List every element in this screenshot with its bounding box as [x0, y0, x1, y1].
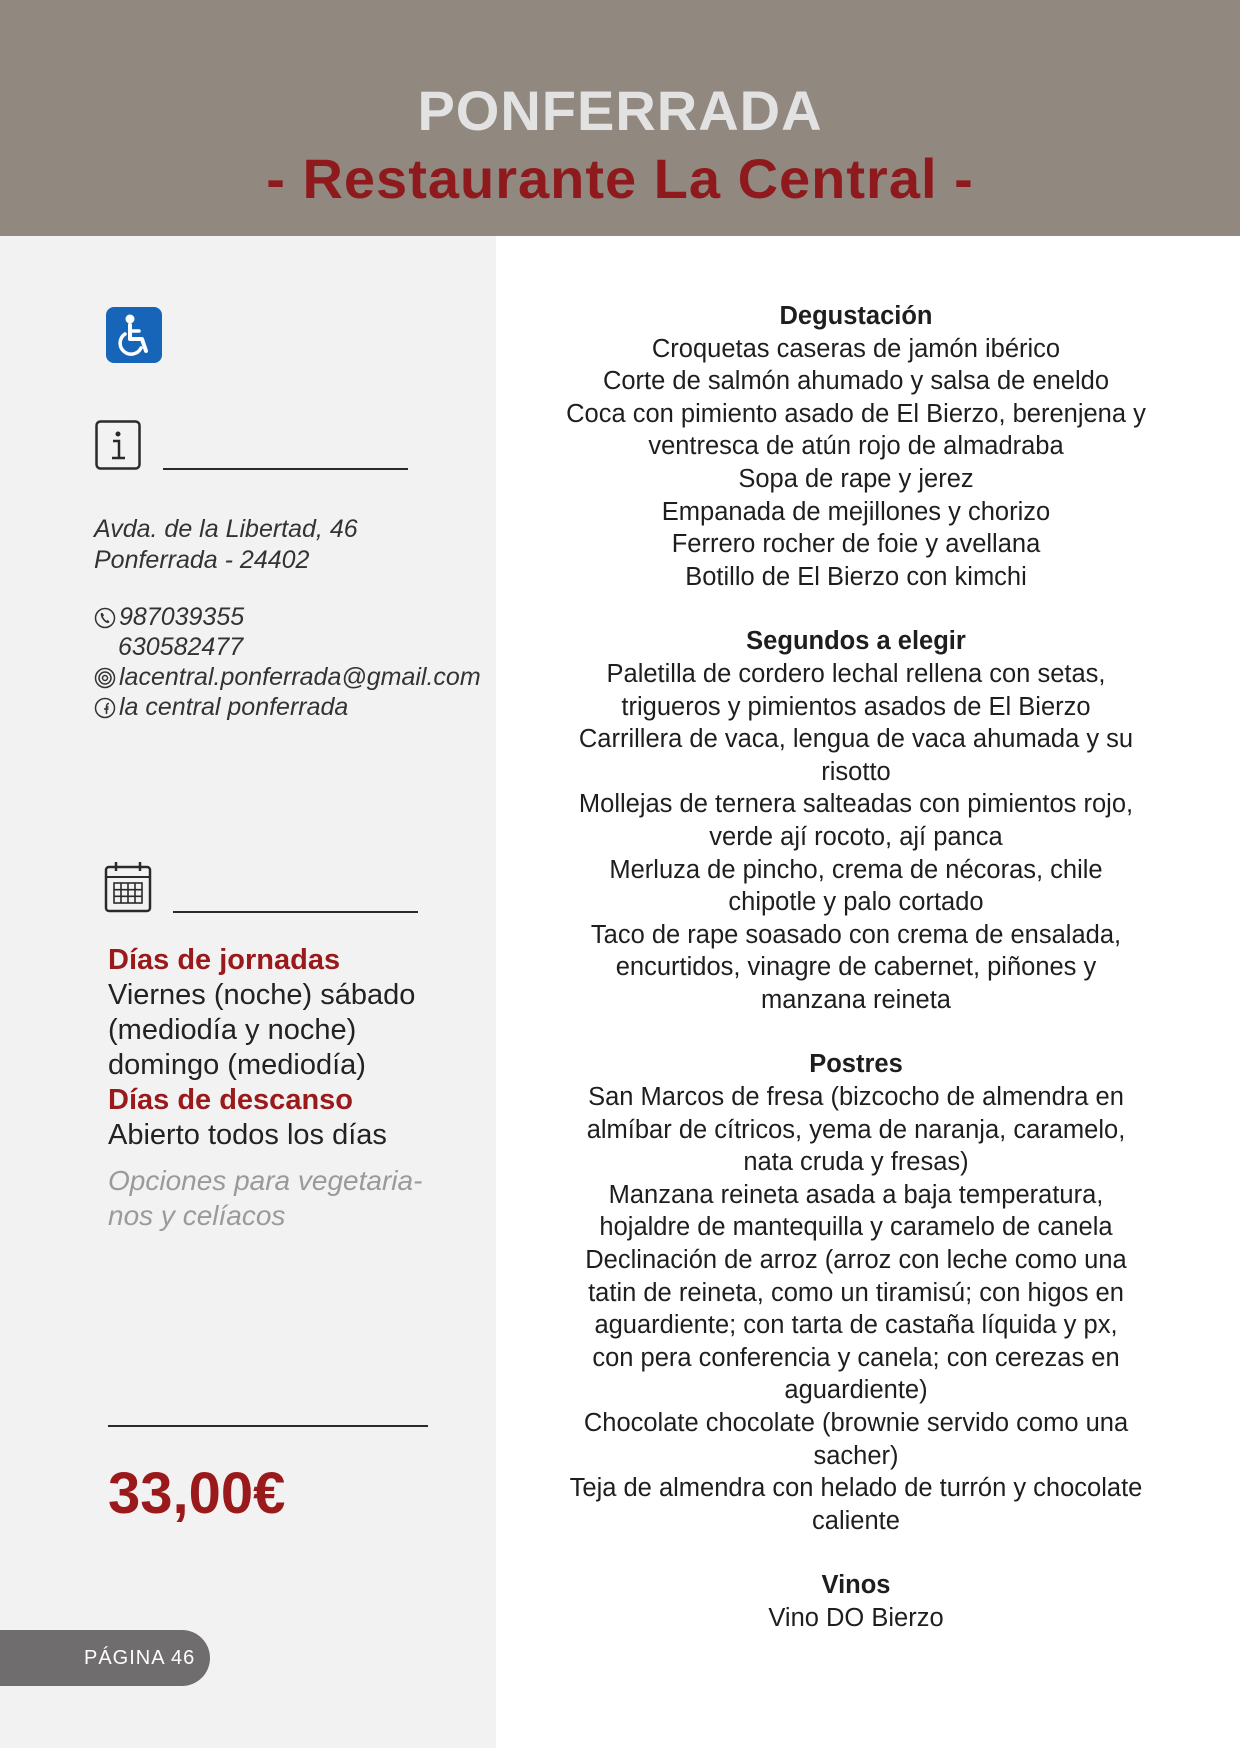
days-label: Días de jornadas — [108, 944, 341, 976]
calendar-divider — [173, 911, 418, 913]
menu-line: almíbar de cítricos, yema de naranja, caramelo, — [586, 1115, 1126, 1144]
days-line-2: (mediodía y noche) — [108, 1014, 357, 1046]
page-header — [0, 0, 1240, 236]
menu — [556, 300, 1156, 1667]
menu-line: Ferrero rocher de foie y avellana — [671, 530, 1041, 559]
options-line-2: nos y celíacos — [108, 1200, 286, 1231]
menu-line: aguardiente; con tarta de castaña líquida y px, — [594, 1311, 1118, 1340]
menu-line: Croquetas caseras de jamón ibérico — [651, 334, 1061, 363]
at-sign-icon — [94, 666, 116, 688]
menu-line: Chocolate chocolate (brownie servido como una — [583, 1409, 1129, 1437]
menu-line: Manzana reineta asada a baja temperatura, — [608, 1180, 1104, 1209]
menu-line: verde ají rocoto, ají panca — [709, 822, 1003, 851]
menu-line: Empanada de mejillones y chorizo — [661, 497, 1051, 526]
calendar-icon — [104, 861, 152, 913]
menu-line: risotto — [821, 757, 891, 786]
options-line-1: Opciones para vegetaria- — [108, 1165, 423, 1196]
menu-line: Carrillera de vaca, lengua de vaca ahumada y su — [578, 725, 1134, 754]
facebook-link[interactable]: la central ponferrada — [119, 693, 349, 721]
menu-line: Merluza de pincho, crema de nécoras, chile — [609, 855, 1103, 884]
menu-line: Coca con pimiento asado de El Bierzo, berenjena y — [566, 399, 1146, 428]
menu-section-segundos — [556, 625, 1156, 1016]
menu-line: encurtidos, vinagre de cabernet, piñones y — [615, 953, 1097, 982]
address-line-1: Avda. de la Libertad, 46 — [94, 515, 358, 543]
menu-line: Teja de almendra con helado de turrón y chocolate — [569, 1474, 1143, 1503]
menu-line: con pera conferencia y canela; con cerezas en — [592, 1343, 1120, 1372]
rest-label: Días de descanso — [108, 1084, 353, 1116]
menu-line: Vino DO Bierzo — [768, 1603, 944, 1632]
contact-info — [94, 602, 481, 722]
phone-1[interactable]: 987039355 — [119, 603, 245, 631]
schedule — [108, 943, 468, 1153]
menu-section-postres — [556, 1048, 1156, 1537]
address — [94, 514, 358, 576]
page-number-tab: PÁGINA 46 — [0, 1630, 210, 1686]
menu-line: aguardiente) — [784, 1376, 928, 1405]
menu-line: Botillo de El Bierzo con kimchi — [685, 562, 1027, 591]
menu-line: manzana reineta — [761, 985, 951, 1014]
address-line-2: Ponferrada - 24402 — [94, 546, 310, 574]
menu-line: Paletilla de cordero lechal rellena con setas, — [606, 659, 1106, 688]
dietary-options — [108, 1163, 448, 1233]
rest-value: Abierto todos los días — [108, 1119, 387, 1151]
menu-line: San Marcos de fresa (bizcocho de almendra en — [588, 1083, 1124, 1112]
menu-line: hojaldre de mantequilla y caramelo de canela — [599, 1213, 1113, 1242]
days-line-1: Viernes (noche) sábado — [108, 979, 416, 1011]
section-title: Segundos a elegir — [746, 627, 966, 656]
menu-line: nata cruda y fresas) — [743, 1148, 969, 1177]
restaurant-title: - Restaurante La Central - — [266, 147, 974, 210]
menu-line: Declinación de arroz (arroz con leche como una — [585, 1246, 1127, 1275]
email-link[interactable]: lacentral.ponferrada@gmail.com — [119, 663, 481, 691]
facebook-icon — [94, 696, 116, 718]
section-title: Vinos — [821, 1571, 891, 1600]
section-title: Degustación — [779, 302, 933, 330]
menu-line: Taco de rape soasado con crema de ensalada, — [590, 920, 1122, 949]
wheelchair-icon — [106, 307, 162, 363]
info-divider — [163, 468, 408, 470]
menu-line: Sopa de rape y jerez — [738, 464, 974, 493]
city-title: PONFERRADA — [417, 79, 823, 142]
menu-line: sacher) — [813, 1441, 899, 1470]
menu-section-vinos — [556, 1569, 1156, 1634]
price-divider — [108, 1425, 428, 1427]
info-icon — [95, 420, 141, 470]
menu-line: trigueros y pimientos asados de El Bierzo — [621, 692, 1091, 721]
menu-line: ventresca de atún rojo de almadraba — [648, 432, 1064, 461]
menu-line: chipotle y palo cortado — [728, 888, 984, 917]
menu-line: caliente — [812, 1506, 900, 1535]
phone-2[interactable]: 630582477 — [118, 633, 244, 661]
section-title: Postres — [809, 1050, 903, 1079]
price: 33,00€ — [108, 1461, 286, 1526]
menu-line: tatin de reineta, como un tiramisú; con higos en — [588, 1278, 1124, 1307]
days-line-3: domingo (mediodía) — [108, 1049, 366, 1081]
menu-section-degustacion — [556, 300, 1156, 593]
phone-icon — [94, 606, 116, 628]
menu-line: Mollejas de ternera salteadas con pimientos rojo, — [578, 790, 1134, 819]
menu-line: Corte de salmón ahumado y salsa de eneldo — [602, 367, 1110, 396]
